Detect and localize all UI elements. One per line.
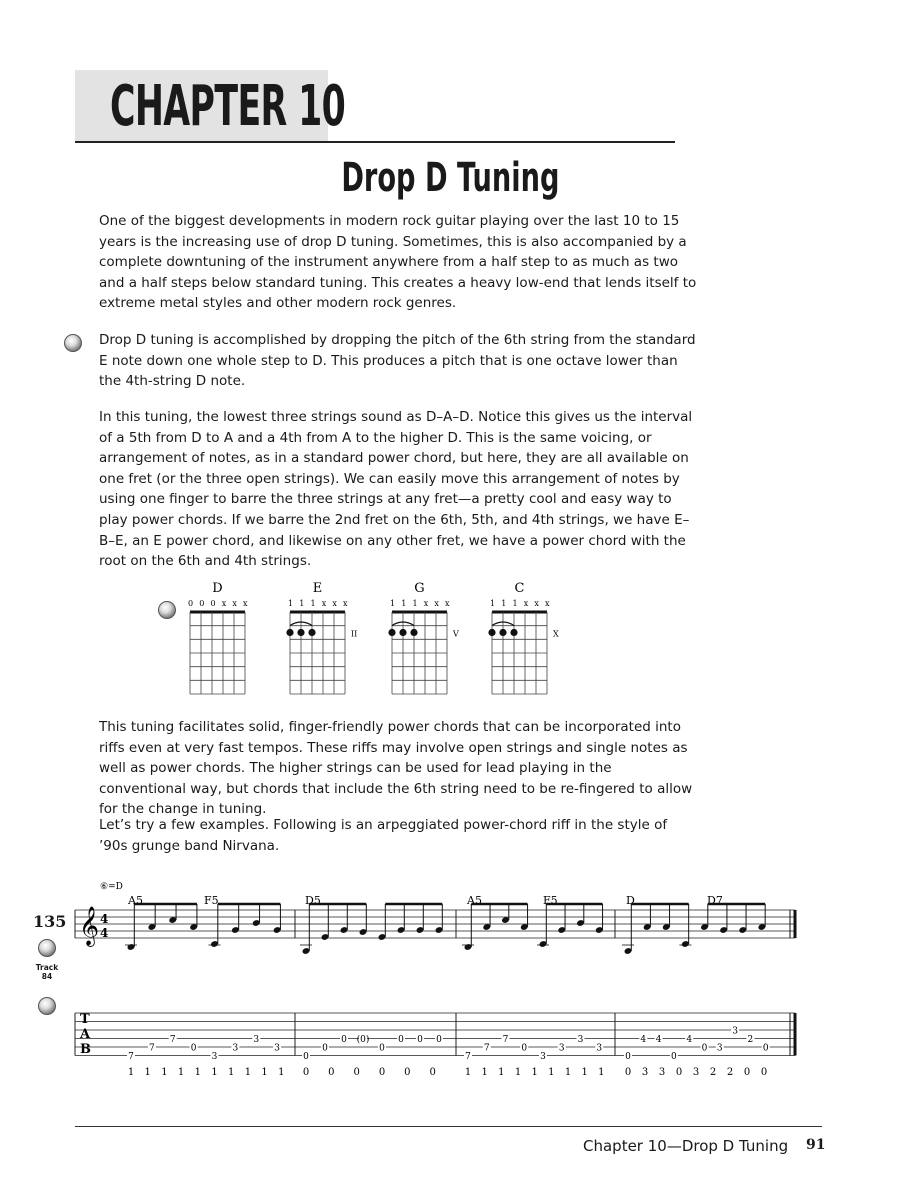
tab-number: 7 bbox=[465, 1052, 471, 1062]
chord-dot bbox=[510, 629, 517, 636]
tab-number: 7 bbox=[128, 1052, 134, 1062]
chord-dot bbox=[399, 629, 406, 636]
tab-number: 0 bbox=[303, 1052, 309, 1062]
tab-number: 0 bbox=[398, 1035, 404, 1045]
tab-letter: B bbox=[80, 1042, 91, 1057]
track-audio-icon[interactable] bbox=[38, 939, 56, 957]
tab-letter: A bbox=[80, 1027, 91, 1042]
chord-dot bbox=[410, 629, 417, 636]
tab-number: 7 bbox=[169, 1035, 176, 1045]
tab-number: 4 bbox=[655, 1035, 662, 1045]
tab-number: 3 bbox=[596, 1043, 603, 1054]
tab-number: 0 bbox=[379, 1043, 385, 1054]
fingering-number: 1 bbox=[194, 1067, 201, 1078]
tab-number: 0 bbox=[671, 1052, 677, 1062]
paragraph-tuning: In this tuning, the lowest three strings sound as D–A–D. Notice this gives us the interval of a 5th from D to A and a 4th from A to the higher D. This is the same voicing, or arrangement of notes, as in a standard power chord, but here, they are all available on one fret (or the three open strings). We can easily move this arrangement of notes by using one finger to barre the three strings at any fret—a pretty cool and easy way to play power chords. If we barre the 2nd fret on the 6th, 5th, and 4th strings, we have E–B–E, an E power chord, and likewise on any other fret, we have a power chord with the root on the 6th and 4th strings. bbox=[99, 409, 693, 570]
fingering-number: 0 bbox=[378, 1067, 386, 1078]
chord-name: E bbox=[312, 581, 323, 596]
chord-dot bbox=[499, 629, 506, 636]
tab-number: 4 bbox=[640, 1035, 647, 1045]
chapter-rule bbox=[75, 141, 675, 143]
tab-number: 3 bbox=[253, 1035, 260, 1045]
paragraph-drop-d: Drop D tuning is accomplished by dropping the pitch of the 6th string from the standard E note down one whole step to D. This produces a pitch that is one octave lower than the 4th-string D note. bbox=[99, 332, 696, 390]
fingering-number: 0 bbox=[675, 1067, 683, 1078]
fingering-number: 1 bbox=[177, 1067, 185, 1078]
tab-number: (0) bbox=[356, 1035, 370, 1045]
fingering-number: 0 bbox=[760, 1067, 768, 1078]
fingering-number: 0 bbox=[302, 1067, 310, 1078]
chapter-label: CHAPTER 10 bbox=[110, 74, 346, 139]
fingering-number: 1 bbox=[261, 1067, 268, 1078]
chord-dot bbox=[297, 629, 304, 636]
chord-diagrams bbox=[185, 578, 585, 698]
tuning-mark: ⑥=D bbox=[100, 882, 123, 892]
chord-diagram-D bbox=[188, 581, 249, 694]
fingering-number: 1 bbox=[514, 1067, 522, 1078]
tab-number: 0 bbox=[417, 1035, 423, 1045]
fingering-number: 2 bbox=[726, 1067, 734, 1078]
paragraph-intro: One of the biggest developments in modern rock guitar playing over the last 10 to 15 years is the increasing use of drop D tuning. Sometimes, this is also accompanied by a complete downtuning of the instrument anywhere from a half step to as much as two and a half steps below standard tuning. This creates a heavy low-end that lends itself to extreme metal styles and other modern rock genres. bbox=[99, 213, 697, 312]
footer-rule bbox=[75, 1126, 822, 1127]
page-number: 91 bbox=[806, 1137, 826, 1153]
tab-number: 3 bbox=[716, 1043, 723, 1054]
track-number: 84 bbox=[41, 972, 53, 981]
chord-diagram-E bbox=[286, 581, 357, 694]
chord-fret-number: II bbox=[351, 629, 358, 639]
tab-number: 7 bbox=[149, 1043, 155, 1054]
tab-number: 2 bbox=[747, 1035, 754, 1045]
fingering-number: 3 bbox=[658, 1067, 666, 1078]
audio-icon[interactable] bbox=[64, 334, 82, 352]
chord-symbol: D5 bbox=[305, 894, 321, 907]
chord-string-markers: 1 1 1 x x x bbox=[490, 599, 552, 608]
tab-number: 7 bbox=[483, 1043, 490, 1054]
notation-and-tab bbox=[70, 875, 810, 1095]
chord-fret-number: V bbox=[453, 629, 459, 639]
paragraph-power-chords: This tuning facilitates solid, finger-friendly power chords that can be incorporated into riffs even at very fast tempos. These riffs may involve open strings and single notes as well as power chords. The higher strings can be used for lead playing in the conventional way, but chords that include the 6th string need to be re-fingered to allow for the change in tuning. bbox=[99, 719, 693, 818]
tab-number: 0 bbox=[436, 1035, 442, 1045]
example-number: 135 bbox=[33, 912, 67, 931]
chord-symbol: F5 bbox=[204, 894, 219, 907]
fingering-number: 1 bbox=[161, 1067, 168, 1078]
tab-number: 0 bbox=[190, 1043, 197, 1054]
fingering-number: 1 bbox=[211, 1067, 218, 1078]
chord-diagram-C bbox=[488, 581, 559, 694]
tab-number: 3 bbox=[540, 1052, 546, 1062]
fingering-number: 1 bbox=[581, 1067, 588, 1078]
fingering-number: 2 bbox=[709, 1067, 717, 1078]
tab-number: 4 bbox=[686, 1035, 693, 1045]
fingering-number: 1 bbox=[498, 1067, 505, 1078]
chord-symbol: A5 bbox=[128, 894, 143, 907]
tab-number: 3 bbox=[274, 1043, 280, 1054]
music-example bbox=[70, 875, 810, 1095]
fingering-number: 1 bbox=[531, 1067, 538, 1078]
fingering-number: 1 bbox=[598, 1067, 605, 1078]
chord-name: C bbox=[514, 581, 525, 596]
tab-number: 0 bbox=[521, 1043, 528, 1054]
chord-diagram-G bbox=[388, 581, 459, 694]
chord-dot bbox=[308, 629, 315, 636]
fingering-number: 0 bbox=[328, 1067, 335, 1078]
fingering-number: 0 bbox=[429, 1067, 436, 1078]
footer-chapter-title: Chapter 10—Drop D Tuning bbox=[583, 1137, 789, 1155]
chord-fret-number: X bbox=[553, 629, 559, 639]
fingering-number: 1 bbox=[244, 1067, 252, 1078]
fingering-number: 0 bbox=[404, 1067, 411, 1078]
tab-number: 3 bbox=[577, 1035, 584, 1045]
fingering-number: 1 bbox=[144, 1067, 151, 1078]
fingering-number: 1 bbox=[127, 1067, 135, 1078]
fingering-number: 0 bbox=[624, 1067, 632, 1078]
tab-number: 0 bbox=[322, 1043, 328, 1054]
chord-dot bbox=[286, 629, 293, 636]
tab-number: 3 bbox=[558, 1043, 565, 1054]
chord-string-markers: 1 1 1 x x x bbox=[390, 599, 452, 608]
fingering-number: 1 bbox=[278, 1067, 285, 1078]
chord-dot bbox=[488, 629, 495, 636]
fingering-number: 3 bbox=[641, 1067, 649, 1078]
tab-number: 0 bbox=[341, 1035, 347, 1045]
tab-number: 3 bbox=[211, 1052, 218, 1062]
fingering-number: 1 bbox=[548, 1067, 555, 1078]
chord-symbol: D7 bbox=[707, 894, 723, 907]
chord-dot bbox=[388, 629, 395, 636]
fingering-number: 3 bbox=[692, 1067, 700, 1078]
chord-symbol: A5 bbox=[467, 894, 482, 907]
tab-number: 7 bbox=[502, 1035, 509, 1045]
time-signature-top: 4 bbox=[100, 912, 109, 926]
page-title: Drop D Tuning bbox=[340, 155, 560, 201]
time-signature-bottom: 4 bbox=[100, 926, 109, 940]
chord-symbol: F5 bbox=[543, 894, 558, 907]
chord-string-markers: 0 0 0 x x x bbox=[188, 599, 250, 608]
tab-number: 0 bbox=[701, 1043, 708, 1054]
audio-icon[interactable] bbox=[38, 997, 56, 1015]
chord-symbol: D bbox=[626, 894, 635, 907]
track-label bbox=[32, 963, 62, 981]
chord-diagrams-graphic bbox=[185, 578, 585, 698]
fingering-number: 1 bbox=[481, 1067, 488, 1078]
treble-clef: 𝄞 bbox=[79, 906, 100, 946]
tab-number: 0 bbox=[762, 1043, 769, 1054]
tab-letter: T bbox=[80, 1012, 90, 1027]
fingering-number: 0 bbox=[743, 1067, 751, 1078]
chord-string-markers: 1 1 1 x x x bbox=[288, 599, 350, 608]
audio-icon[interactable] bbox=[158, 601, 176, 619]
tab-number: 3 bbox=[232, 1043, 239, 1054]
track-label-text: Track bbox=[35, 963, 59, 972]
chord-name: D bbox=[212, 581, 223, 596]
fingering-number: 1 bbox=[464, 1067, 472, 1078]
tab-number: 3 bbox=[732, 1026, 738, 1037]
paragraph-examples: Let’s try a few examples. Following is an arpeggiated power-chord riff in the style of ’90s grunge band Nirvana. bbox=[99, 817, 668, 854]
page-title-wrapper bbox=[0, 150, 900, 206]
fingering-number: 0 bbox=[353, 1067, 360, 1078]
chord-name: G bbox=[414, 581, 425, 596]
tab-number: 0 bbox=[625, 1052, 631, 1062]
fingering-number: 1 bbox=[228, 1067, 235, 1078]
fingering-number: 1 bbox=[564, 1067, 572, 1078]
